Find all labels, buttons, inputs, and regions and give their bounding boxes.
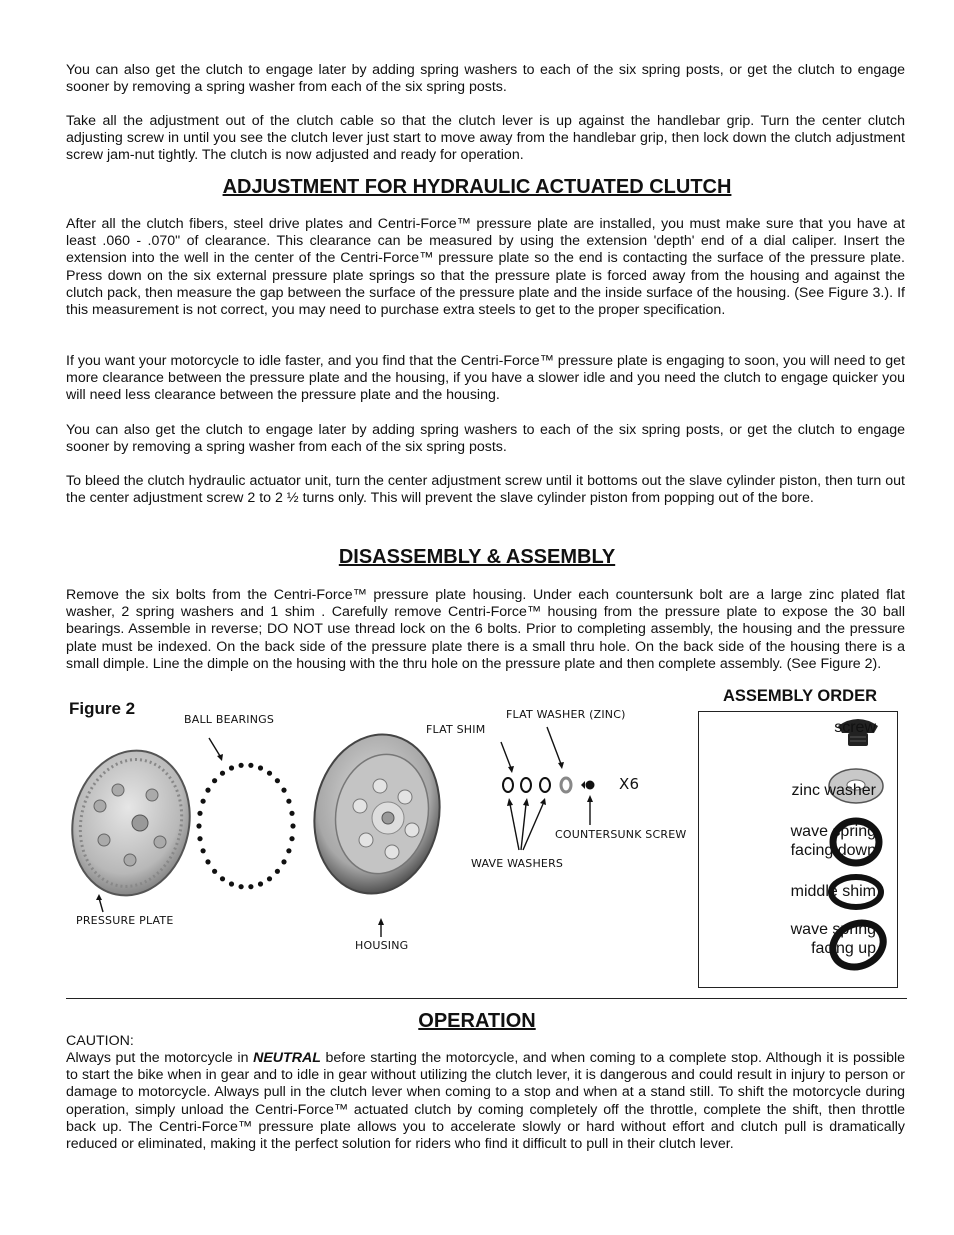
- hydraulic-paragraph-4: To bleed the clutch hydraulic actuator unit, turn the center adjustment screw until it bottoms out the slave cylinder piston, then turn out the center adjustment screw 2 to 2 ½ turns only. This will prevent the slave cylinder piston from popping out of the bore.: [66, 473, 905, 507]
- ball-bearing: [212, 778, 217, 783]
- disassembly-paragraph: Remove the six bolts from the Centri-Force™ pressure plate housing. Under each countersunk bolt are a large zinc plated flat washer, 2 spring washers and 1 shim . Carefully remove Centri-Force™ housing from the pressure plate to expose the 30 ball bearings. Assemble in reverse; DO NOT use thread lock on the 6 bolts. Prior to completing assembly, the housing and the pressure plate must be indexed. On the back side of the pressure plate there is a small thru hole. On the back side of the housing there is a small dimple. Line the dimple on the housing with the thru hole on the pressure plate and then complete assembly. (See Figure 2).: [66, 587, 905, 672]
- ball-bearing: [212, 869, 217, 874]
- ball-bearing: [281, 788, 286, 793]
- ball-bearing: [239, 763, 244, 768]
- ball-bearing: [229, 765, 234, 770]
- ball-bearing: [196, 823, 201, 828]
- operation-text-after: before starting the motorcycle, and when coming to a complete stop. Although it is possible to start the bike when in gear and to idle in gear without utilizing the clutch lever, it is dangerous and could result in injury to person or damage to motorcycle. Always pull in the clutch lever when coming to a stop and when at a stand still. To shift the motorcycle during operation, simply unload the Centri-Force™ actuated clutch by coming completely off the throttle, complete the shift, then throttle back up. The Centri-Force™ pressure plate allows you to accelerate slowly or hard without effort and clutch pull is dramatically reduced or eliminated, making it the perfect solution for riders who find it difficult to pull in their clutch lever.: [66, 1050, 906, 1153]
- ball-bearing: [275, 778, 280, 783]
- ball-bearing: [205, 788, 210, 793]
- assembly-order-title: ASSEMBLY ORDER: [722, 687, 878, 705]
- label-x6: X6: [619, 775, 640, 793]
- hydraulic-paragraph-1: After all the clutch fibers, steel drive plates and Centri-Force™ pressure plate are installed, you must make sure that you have at least .060 - .070" of clearance. This clearance can be measured by using the extension 'depth' end of a dial caliper. Insert the extension into the well in the center of the Centri-Force™ pressure plate so the end is contacting the surface of the pressure plate. Press down on the six external pressure plate springs so that the pressure plate is forced away from the housing and against the clutch pack, then measure the gap between the surface of the pressure plate and the inside surface of the housing. (See Figure 3.). If this measurement is not correct, you may need to purchase extra steels to get to the proper specification.: [66, 216, 905, 319]
- ball-bearing: [286, 799, 291, 804]
- assembly-item-wave-spring-up: wave spring facing up: [790, 921, 876, 957]
- figure-title: Figure 2: [69, 699, 136, 718]
- ball-bearing: [220, 876, 225, 881]
- ball-bearing: [281, 859, 286, 864]
- ball-bearing: [267, 771, 272, 776]
- hydraulic-paragraph-2: If you want your motorcycle to idle faster, and you find that the Centri-Force™ pressure plate is engaging to soon, you will need to get more clearance between the pressure plate and the housing, if you have a slower idle and you need the clutch to engage quicker you will need less clearance between the pressure plate and the housing.: [66, 353, 905, 404]
- ball-bearing: [201, 799, 206, 804]
- ball-bearing: [290, 823, 295, 828]
- assembly-item-screw: screw: [834, 719, 876, 736]
- assembly-item-middle-shim: middle shim: [790, 883, 876, 900]
- label-countersunk-screw: COUNTERSUNK SCREW: [555, 828, 687, 841]
- label-flat-shim: FLAT SHIM: [426, 723, 486, 736]
- assembly-item-wave-spring-down: wave spring facing down: [790, 823, 876, 859]
- label-pressure-plate: PRESSURE PLATE: [76, 914, 174, 927]
- ball-bearing: [267, 876, 272, 881]
- neutral-emphasis: NEUTRAL: [253, 1050, 321, 1066]
- ball-bearing: [248, 763, 253, 768]
- ball-bearing: [201, 848, 206, 853]
- housing-image: [302, 724, 452, 903]
- ball-bearing: [289, 811, 294, 816]
- ball-bearing: [289, 836, 294, 841]
- operation-paragraph: [66, 1050, 905, 1153]
- operation-text-before: Always put the motorcycle in: [66, 1050, 254, 1066]
- section-divider: [66, 998, 907, 999]
- ball-bearings-image: [196, 763, 295, 890]
- caution-label: CAUTION:: [66, 1033, 134, 1049]
- ball-bearing: [197, 811, 202, 816]
- pressure-plate-image: [59, 740, 203, 907]
- label-ball-bearings: BALL BEARINGS: [184, 713, 275, 726]
- intro-paragraph-1: You can also get the clutch to engage later by adding spring washers to each of the six spring posts, or get the clutch to engage sooner by removing a spring washer from each of the six spring posts.: [66, 62, 905, 96]
- assembly-item-zinc-washer: zinc washer: [791, 782, 876, 799]
- ball-bearing: [248, 884, 253, 889]
- ball-bearing: [239, 884, 244, 889]
- ball-bearing: [258, 765, 263, 770]
- hydraulic-paragraph-3: You can also get the clutch to engage later by adding spring washers to each of the six spring posts, or get the clutch to engage sooner by removing a spring washer from each of the six spring posts.: [66, 422, 905, 456]
- ball-bearing: [229, 881, 234, 886]
- ball-bearing: [220, 771, 225, 776]
- hydraulic-heading: ADJUSTMENT FOR HYDRAULIC ACTUATED CLUTCH: [222, 176, 732, 198]
- operation-heading: OPERATION: [418, 1010, 536, 1032]
- ball-bearing: [275, 869, 280, 874]
- ball-bearing: [258, 881, 263, 886]
- label-flat-washer: FLAT WASHER (ZINC): [506, 708, 626, 721]
- ball-bearing: [197, 836, 202, 841]
- ball-bearing: [205, 859, 210, 864]
- washers-row-image: [503, 778, 595, 792]
- disassembly-heading: DISASSEMBLY & ASSEMBLY: [338, 546, 616, 568]
- ball-bearing: [286, 848, 291, 853]
- label-wave-washers: WAVE WASHERS: [471, 857, 564, 870]
- intro-paragraph-2: Take all the adjustment out of the clutch cable so that the clutch lever is up against the handlebar grip. Turn the center clutch adjusting screw in until you see the clutch lever just start to move away from the handlebar grip, then lock down the clutch adjustment screw jam-nut tightly. The clutch is now adjusted and ready for operation.: [66, 113, 905, 164]
- label-housing: HOUSING: [355, 939, 409, 952]
